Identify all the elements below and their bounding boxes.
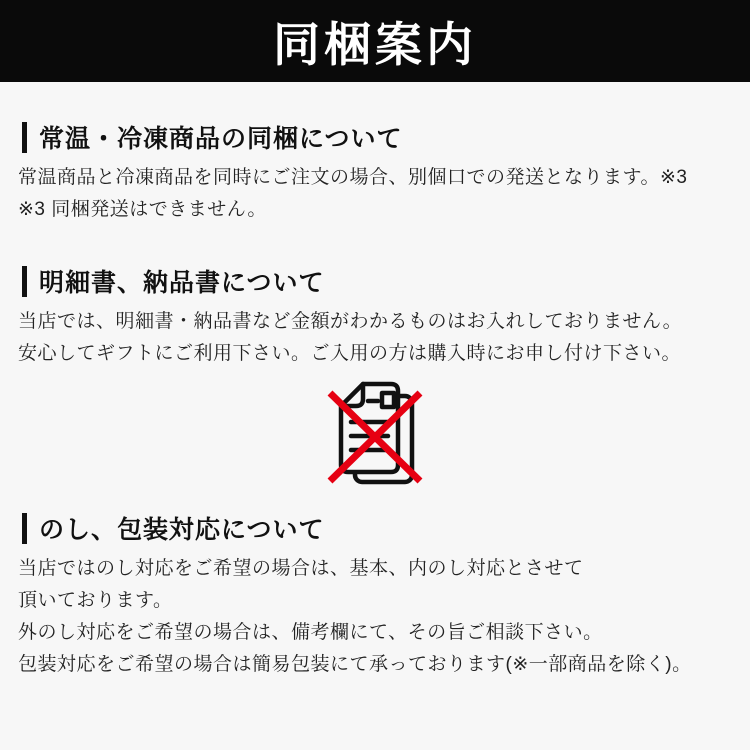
- body-text-line: 包装対応をご希望の場合は簡易包装にて承っております(※一部商品を除く)。: [18, 654, 692, 675]
- section-noshi-body: [18, 553, 732, 681]
- section-bundling-body: [18, 162, 732, 226]
- body-text-line: 当店では、明細書・納品書など金額がわかるものはお入れしておりません。: [18, 311, 683, 332]
- heading-accent-bar: [22, 266, 27, 297]
- body-text-line: 安心してギフトにご利用下さい。ご入用の方は購入時にお申し付け下さい。: [18, 343, 682, 364]
- section-heading-text: 明細書、納品書について: [39, 269, 325, 297]
- no-invoice-icon: [325, 378, 425, 488]
- header-banner: [0, 0, 750, 82]
- body-text-line: 常温商品と冷凍商品を同時にご注文の場合、別個口での発送となります。※3: [18, 167, 688, 188]
- body-text-line: 当店ではのし対応をご希望の場合は、基本、内のし対応とさせて: [18, 558, 584, 579]
- section-invoice: [18, 264, 732, 370]
- heading-accent-bar: [22, 122, 27, 153]
- section-invoice-body: [18, 306, 732, 370]
- section-noshi-heading: [18, 511, 732, 545]
- body-text-line: ※3 同梱発送はできません。: [18, 199, 267, 220]
- section-noshi: [18, 511, 732, 681]
- heading-accent-bar: [22, 513, 27, 544]
- body-text-line: 頂いております。: [18, 590, 173, 611]
- section-heading-text: 常温・冷凍商品の同梱について: [39, 125, 403, 153]
- section-heading-text: のし、包装対応について: [39, 516, 325, 544]
- content: [0, 120, 750, 681]
- body-text-line: 外のし対応をご希望の場合は、備考欄にて、その旨ご相談下さい。: [18, 622, 603, 643]
- page-title: 同梱案内: [273, 17, 477, 71]
- section-bundling: [18, 120, 732, 226]
- section-bundling-heading: [18, 120, 732, 154]
- section-invoice-heading: [18, 264, 732, 298]
